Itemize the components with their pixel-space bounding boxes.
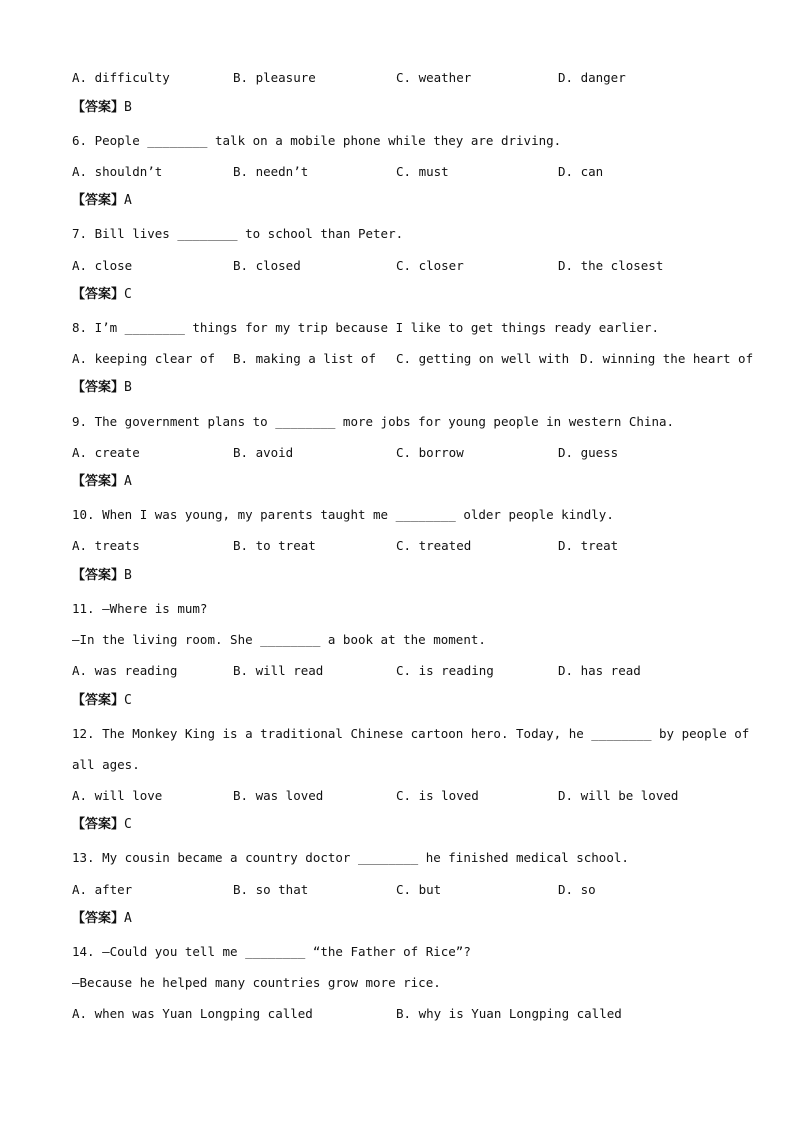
- q13-option-b: B. so that: [233, 882, 309, 897]
- q5-option-d: D. danger: [558, 70, 626, 85]
- q7-answer-value: C: [124, 287, 132, 302]
- q9-option-b: B. avoid: [233, 445, 294, 460]
- q6-option-a: A. shouldn’t: [72, 164, 163, 179]
- q13-option-c: C. but: [396, 882, 442, 897]
- q12-option-c: C. is loved: [396, 788, 479, 803]
- q10-options: [72, 538, 732, 554]
- q7-option-b: B. closed: [233, 258, 301, 273]
- q10-option-b: B. to treat: [233, 538, 316, 553]
- q11-option-a: A. was reading: [72, 663, 178, 678]
- q8-options: [72, 351, 754, 367]
- answer-label: 【答案】: [72, 380, 125, 395]
- answer-label: 【答案】: [72, 817, 125, 832]
- q10-option-c: C. treated: [396, 538, 472, 553]
- q11-stem: 11. —Where is mum?: [72, 601, 208, 616]
- q9-options: [72, 445, 732, 461]
- q12-stem: 12. The Monkey King is a traditional Chinese cartoon hero. Today, he ________ by people of: [72, 726, 750, 741]
- q11-stem-reply: —In the living room. She ________ a book at the moment.: [72, 632, 486, 647]
- q7-answer: [72, 287, 132, 303]
- q10-answer: [72, 568, 132, 584]
- q13-stem: 13. My cousin became a country doctor ________ he finished medical school.: [72, 850, 629, 865]
- q6-stem: 6. People ________ talk on a mobile phone while they are driving.: [72, 133, 562, 148]
- q8-option-a: A. keeping clear of: [72, 351, 215, 366]
- q6-options: [72, 164, 732, 180]
- q12-stem-continued: all ages.: [72, 757, 140, 772]
- q5-option-a: A. difficulty: [72, 70, 170, 85]
- q5-option-c: C. weather: [396, 70, 472, 85]
- q9-stem: 9. The government plans to ________ more jobs for young people in western China.: [72, 414, 675, 429]
- answer-label: 【答案】: [72, 693, 125, 708]
- q8-option-d: D. winning the heart of: [580, 351, 754, 366]
- q14-option-b: B. why is Yuan Longping called: [396, 1006, 622, 1021]
- q14-stem: 14. —Could you tell me ________ “the Father of Rice”?: [72, 944, 471, 959]
- q8-answer-value: B: [124, 380, 132, 395]
- q12-option-b: B. was loved: [233, 788, 324, 803]
- answer-label: 【答案】: [72, 100, 125, 115]
- q10-option-a: A. treats: [72, 538, 140, 553]
- q12-answer: [72, 817, 132, 833]
- q9-option-a: A. create: [72, 445, 140, 460]
- q6-answer: [72, 193, 132, 209]
- q6-option-b: B. needn’t: [233, 164, 309, 179]
- answer-label: 【答案】: [72, 911, 125, 926]
- q7-option-a: A. close: [72, 258, 133, 273]
- q8-answer: [72, 380, 132, 396]
- answer-label: 【答案】: [72, 287, 125, 302]
- q13-options: [72, 882, 732, 898]
- q10-answer-value: B: [124, 568, 132, 583]
- q12-option-a: A. will love: [72, 788, 163, 803]
- q11-answer: [72, 693, 132, 709]
- q9-answer-value: A: [124, 474, 132, 489]
- q7-stem: 7. Bill lives ________ to school than Peter.: [72, 226, 404, 241]
- q13-option-a: A. after: [72, 882, 133, 897]
- q10-stem: 10. When I was young, my parents taught me ________ older people kindly.: [72, 507, 614, 522]
- q14-options: [72, 1006, 732, 1022]
- q5-answer-value: B: [124, 100, 132, 115]
- answer-label: 【答案】: [72, 474, 125, 489]
- q8-stem: 8. I’m ________ things for my trip because I like to get things ready earlier.: [72, 320, 659, 335]
- q9-option-c: C. borrow: [396, 445, 464, 460]
- q12-option-d: D. will be loved: [558, 788, 679, 803]
- q5-option-b: B. pleasure: [233, 70, 316, 85]
- q6-option-d: D. can: [558, 164, 604, 179]
- q11-option-b: B. will read: [233, 663, 324, 678]
- q7-option-c: C. closer: [396, 258, 464, 273]
- q13-option-d: D. so: [558, 882, 596, 897]
- q6-option-c: C. must: [396, 164, 449, 179]
- q11-options: [72, 663, 732, 679]
- q13-answer-value: A: [124, 911, 132, 926]
- q11-answer-value: C: [124, 693, 132, 708]
- q7-option-d: D. the closest: [558, 258, 664, 273]
- q12-options: [72, 788, 732, 804]
- q5-answer: [72, 100, 132, 116]
- q8-option-c: C. getting on well with: [396, 351, 570, 366]
- q10-option-d: D. treat: [558, 538, 619, 553]
- q9-answer: [72, 474, 132, 490]
- q5-options: [72, 70, 732, 86]
- q11-option-d: D. has read: [558, 663, 641, 678]
- q14-option-a: A. when was Yuan Longping called: [72, 1006, 313, 1021]
- q12-answer-value: C: [124, 817, 132, 832]
- q13-answer: [72, 911, 132, 927]
- q11-option-c: C. is reading: [396, 663, 494, 678]
- answer-label: 【答案】: [72, 568, 125, 583]
- q7-options: [72, 258, 732, 274]
- q6-answer-value: A: [124, 193, 132, 208]
- q14-stem-reply: —Because he helped many countries grow more rice.: [72, 975, 441, 990]
- q8-option-b: B. making a list of: [233, 351, 376, 366]
- answer-label: 【答案】: [72, 193, 125, 208]
- q9-option-d: D. guess: [558, 445, 619, 460]
